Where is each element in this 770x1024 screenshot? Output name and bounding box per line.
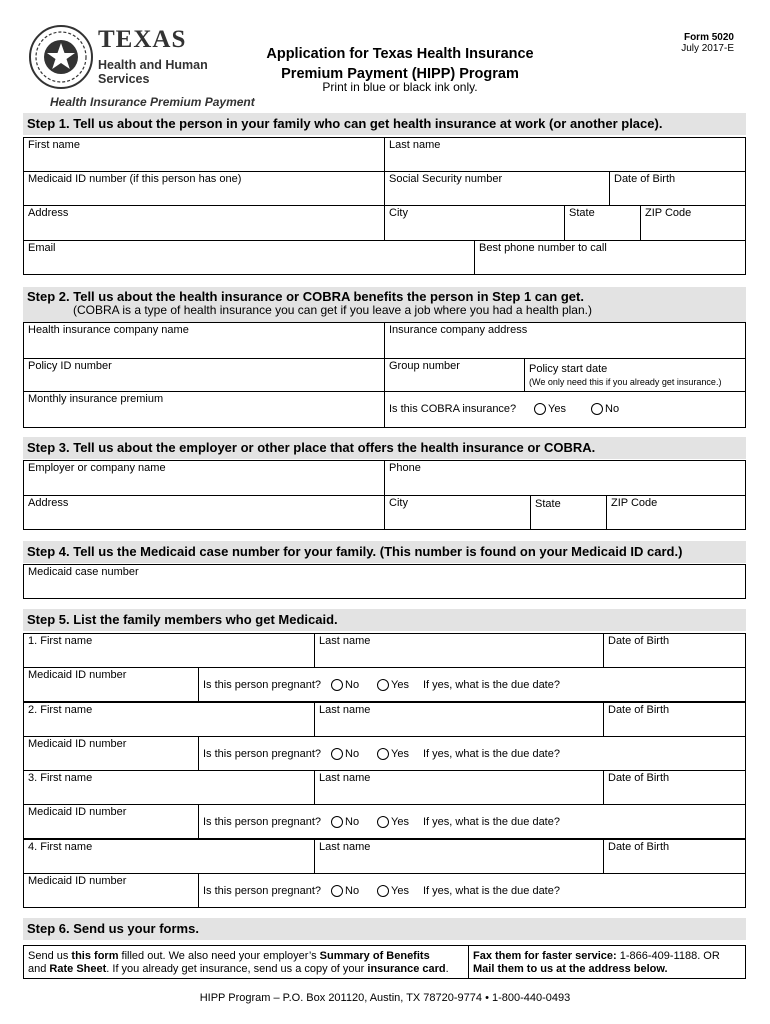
member-pregnant-question-label: Is this person pregnant? bbox=[203, 885, 322, 897]
member-pregnant-yes[interactable] bbox=[377, 816, 409, 828]
member-pregnant-question-label: Is this person pregnant? bbox=[203, 679, 322, 691]
step3-heading: Step 3. Tell us about the employer or other place that offers the health insurance or COBRA. bbox=[23, 437, 746, 459]
member-medicaid-id-label: Medicaid ID number bbox=[28, 738, 127, 750]
step3-address-label: Address bbox=[28, 497, 69, 509]
step6-text: and bbox=[28, 962, 50, 975]
radio-button-icon[interactable] bbox=[331, 816, 343, 828]
step2-group-number-label: Group number bbox=[389, 360, 460, 372]
member-pregnant-question bbox=[203, 679, 321, 691]
member-due-date-question bbox=[423, 679, 560, 691]
step4-heading: Step 4. Tell us the Medicaid case number for your family. (This number is found on your Medicaid ID card.) bbox=[23, 541, 746, 563]
step5-heading: Step 5. List the family members who get Medicaid. bbox=[23, 609, 746, 631]
member-pregnant-question-label: Is this person pregnant? bbox=[203, 816, 322, 828]
step1-last-name-field[interactable] bbox=[384, 137, 746, 172]
step1-address-label: Address bbox=[28, 207, 69, 219]
step3-city-field[interactable] bbox=[384, 495, 531, 530]
member-pregnant-yes[interactable] bbox=[377, 679, 409, 691]
step3-state-field[interactable] bbox=[530, 495, 607, 530]
step6-heading: Step 6. Send us your forms. bbox=[23, 918, 746, 940]
member-pregnant-yes[interactable] bbox=[377, 885, 409, 897]
step1-email-label: Email bbox=[28, 242, 56, 254]
member-medicaid-id-field[interactable] bbox=[23, 667, 199, 702]
member-pregnant-question bbox=[203, 885, 321, 897]
member-dob-field[interactable] bbox=[603, 633, 746, 668]
step1-zip-field[interactable] bbox=[640, 205, 746, 241]
step2-policy-start-field[interactable] bbox=[524, 358, 746, 392]
step3-phone-label: Phone bbox=[389, 462, 421, 474]
step1-phone-field[interactable] bbox=[474, 240, 746, 275]
step3-employer-label: Employer or company name bbox=[28, 462, 166, 474]
member-medicaid-id-field[interactable] bbox=[23, 736, 199, 771]
step1-address-field[interactable] bbox=[23, 205, 385, 241]
member-medicaid-id-field[interactable] bbox=[23, 804, 199, 839]
member-pregnant-no-label: No bbox=[345, 816, 360, 828]
step2-cobra-no[interactable] bbox=[591, 403, 619, 415]
member-due-date-question-label: If yes, what is the due date? bbox=[423, 748, 560, 760]
member-medicaid-id-field[interactable] bbox=[23, 873, 199, 908]
member-pregnant-no-label: No bbox=[345, 885, 360, 897]
member-last-name-label: Last name bbox=[319, 704, 371, 716]
step6-instructions bbox=[23, 945, 469, 979]
member-pregnant-question bbox=[203, 748, 321, 760]
step3-phone-field[interactable] bbox=[384, 460, 746, 496]
step6-bold: insurance card bbox=[367, 962, 446, 975]
member-pregnant-question bbox=[203, 816, 321, 828]
radio-button-icon[interactable] bbox=[377, 885, 389, 897]
step4-case-number-label: Medicaid case number bbox=[28, 566, 139, 578]
radio-button-icon[interactable] bbox=[377, 679, 389, 691]
form-subtitle: Print in blue or black ink only. bbox=[322, 80, 478, 94]
logo-texas-text: TEXAS bbox=[98, 26, 187, 53]
step1-email-field[interactable] bbox=[23, 240, 475, 275]
member-pregnant-yes-label: Yes bbox=[391, 679, 409, 691]
member-pregnant-yes[interactable] bbox=[377, 748, 409, 760]
member-pregnant-no[interactable] bbox=[331, 816, 359, 828]
step1-phone-label: Best phone number to call bbox=[479, 242, 607, 254]
step2-heading-block bbox=[23, 287, 746, 323]
radio-button-icon[interactable] bbox=[377, 748, 389, 760]
member-due-date-question-label: If yes, what is the due date? bbox=[423, 816, 560, 828]
step4-case-number-field[interactable] bbox=[23, 564, 746, 599]
member-last-name-field[interactable] bbox=[314, 633, 604, 668]
member-first-name-field[interactable] bbox=[23, 702, 315, 737]
member-pregnant-question-label: Is this person pregnant? bbox=[203, 748, 322, 760]
step2-company-address-label: Insurance company address bbox=[389, 324, 528, 336]
member-dob-field[interactable] bbox=[603, 702, 746, 737]
logo-agency-line-2: Services bbox=[98, 72, 150, 86]
form-title-line-2: Premium Payment (HIPP) Program bbox=[281, 66, 519, 82]
hhs-logo bbox=[28, 24, 255, 114]
step6-text: . If you already get insurance, send us a copy of your bbox=[106, 962, 368, 975]
step2-cobra-yes-label: Yes bbox=[548, 403, 566, 415]
member-pregnant-yes-label: Yes bbox=[391, 748, 409, 760]
step1-city-field[interactable] bbox=[384, 205, 565, 241]
member-pregnant-no[interactable] bbox=[331, 885, 359, 897]
member-first-name-label: 1. First name bbox=[28, 635, 93, 647]
form-title bbox=[230, 44, 570, 84]
form-number-block bbox=[681, 32, 734, 54]
member-first-name-field[interactable] bbox=[23, 633, 315, 668]
step2-policy-start-label: Policy start date bbox=[529, 363, 608, 375]
step1-last-name-label: Last name bbox=[389, 139, 441, 151]
step2-group-number-field[interactable] bbox=[384, 358, 525, 392]
step2-policy-id-label: Policy ID number bbox=[28, 360, 112, 372]
logo-agency-line-1: Health and Human bbox=[98, 58, 208, 72]
step1-first-name-field[interactable] bbox=[23, 137, 385, 172]
step1-first-name-label: First name bbox=[28, 139, 80, 151]
step6-mail-label: Mail them to us at the address below. bbox=[473, 962, 668, 975]
member-dob-field[interactable] bbox=[603, 770, 746, 805]
step3-city-label: City bbox=[389, 497, 408, 509]
step2-premium-label: Monthly insurance premium bbox=[28, 393, 164, 405]
step1-state-field[interactable] bbox=[564, 205, 641, 241]
member-dob-label: Date of Birth bbox=[608, 841, 670, 853]
member-dob-label: Date of Birth bbox=[608, 635, 670, 647]
member-due-date-question bbox=[423, 748, 560, 760]
step1-ssn-field[interactable] bbox=[384, 171, 610, 206]
form-title-line-1: Application for Texas Health Insurance bbox=[266, 46, 534, 62]
member-first-name-label: 2. First name bbox=[28, 704, 93, 716]
step3-state-label: State bbox=[535, 498, 561, 510]
member-pregnant-no[interactable] bbox=[331, 679, 359, 691]
member-last-name-field[interactable] bbox=[314, 702, 604, 737]
member-last-name-field[interactable] bbox=[314, 839, 604, 874]
member-first-name-label: 4. First name bbox=[28, 841, 93, 853]
member-due-date-question bbox=[423, 885, 560, 897]
step2-policy-start-note: (We only need this if you already get insurance.) bbox=[529, 377, 722, 387]
form-number: Form 5020 bbox=[683, 32, 734, 43]
radio-button-icon[interactable] bbox=[331, 885, 343, 897]
step2-cobra-yes[interactable] bbox=[534, 403, 566, 415]
step2-cobra-no-label: No bbox=[605, 403, 620, 415]
member-pregnant-no-label: No bbox=[345, 748, 360, 760]
step6-bold: Summary of Benefits bbox=[319, 950, 430, 962]
member-medicaid-id-label: Medicaid ID number bbox=[28, 669, 127, 681]
step2-heading: Step 2. Tell us about the health insurance or COBRA benefits the person in Step 1 can get. bbox=[27, 289, 584, 304]
step1-city-label: City bbox=[389, 207, 408, 219]
step1-dob-field[interactable] bbox=[609, 171, 746, 206]
member-dob-label: Date of Birth bbox=[608, 704, 670, 716]
step3-zip-label: ZIP Code bbox=[611, 497, 658, 509]
step2-company-name-label: Health insurance company name bbox=[28, 324, 189, 336]
step6-bold: Rate Sheet bbox=[49, 962, 107, 975]
radio-button-icon[interactable] bbox=[377, 816, 389, 828]
logo-agency-text bbox=[98, 58, 238, 86]
radio-button-icon[interactable] bbox=[591, 403, 603, 415]
step1-zip-label: ZIP Code bbox=[645, 207, 692, 219]
step6-send-options bbox=[468, 945, 746, 979]
member-medicaid-id-label: Medicaid ID number bbox=[28, 875, 127, 887]
logo-program-text: Health Insurance Premium Payment bbox=[50, 95, 255, 109]
form-date: July 2017-E bbox=[681, 43, 734, 54]
member-due-date-question-label: If yes, what is the due date? bbox=[423, 679, 560, 691]
member-pregnant-yes-label: Yes bbox=[391, 816, 409, 828]
step1-state-label: State bbox=[569, 207, 595, 219]
member-last-name-field[interactable] bbox=[314, 770, 604, 805]
member-first-name-field[interactable] bbox=[23, 839, 315, 874]
member-dob-label: Date of Birth bbox=[608, 772, 670, 784]
step6-fax-number: 1-866-409-1188. OR bbox=[616, 950, 720, 962]
member-first-name-label: 3. First name bbox=[28, 772, 93, 784]
member-dob-field[interactable] bbox=[603, 839, 746, 874]
member-last-name-label: Last name bbox=[319, 772, 371, 784]
step2-note: (COBRA is a type of health insurance you can get if you leave a job where you had a health plan.) bbox=[73, 303, 592, 317]
step2-policy-id-field[interactable] bbox=[23, 358, 385, 392]
step1-dob-label: Date of Birth bbox=[614, 173, 676, 185]
step1-ssn-label: Social Security number bbox=[389, 173, 503, 185]
step6-text: filled out. We also need your employer’s bbox=[118, 950, 320, 962]
radio-button-icon[interactable] bbox=[331, 748, 343, 760]
texas-seal-icon bbox=[28, 24, 94, 90]
radio-button-icon[interactable] bbox=[534, 403, 546, 415]
step1-medicaid-id-field[interactable] bbox=[23, 171, 385, 206]
step1-medicaid-id-label: Medicaid ID number (if this person has one) bbox=[28, 173, 242, 185]
member-due-date-question bbox=[423, 816, 560, 828]
step3-zip-field[interactable] bbox=[606, 495, 746, 530]
step2-premium-field[interactable] bbox=[23, 391, 385, 428]
step6-text: . bbox=[445, 962, 449, 975]
step2-company-name-field[interactable] bbox=[23, 322, 385, 359]
step3-address-field[interactable] bbox=[23, 495, 385, 530]
step6-bold: this form bbox=[71, 950, 119, 962]
member-pregnant-no-label: No bbox=[345, 679, 360, 691]
footer-address: HIPP Program – P.O. Box 201120, Austin, TX 78720-9774 • 1-800-440-0493 bbox=[199, 992, 571, 1004]
member-medicaid-id-label: Medicaid ID number bbox=[28, 806, 127, 818]
step6-text: Send us bbox=[28, 950, 72, 962]
member-pregnant-yes-label: Yes bbox=[391, 885, 409, 897]
member-due-date-question-label: If yes, what is the due date? bbox=[423, 885, 560, 897]
step2-company-address-field[interactable] bbox=[384, 322, 746, 359]
member-pregnant-no[interactable] bbox=[331, 748, 359, 760]
member-last-name-label: Last name bbox=[319, 841, 371, 853]
step3-employer-field[interactable] bbox=[23, 460, 385, 496]
step1-heading: Step 1. Tell us about the person in your family who can get health insurance at work (or another place). bbox=[23, 113, 746, 135]
step6-fax-label: Fax them for faster service: bbox=[473, 950, 617, 962]
radio-button-icon[interactable] bbox=[331, 679, 343, 691]
member-last-name-label: Last name bbox=[319, 635, 371, 647]
step2-cobra-question: Is this COBRA insurance? bbox=[389, 403, 517, 415]
member-first-name-field[interactable] bbox=[23, 770, 315, 805]
